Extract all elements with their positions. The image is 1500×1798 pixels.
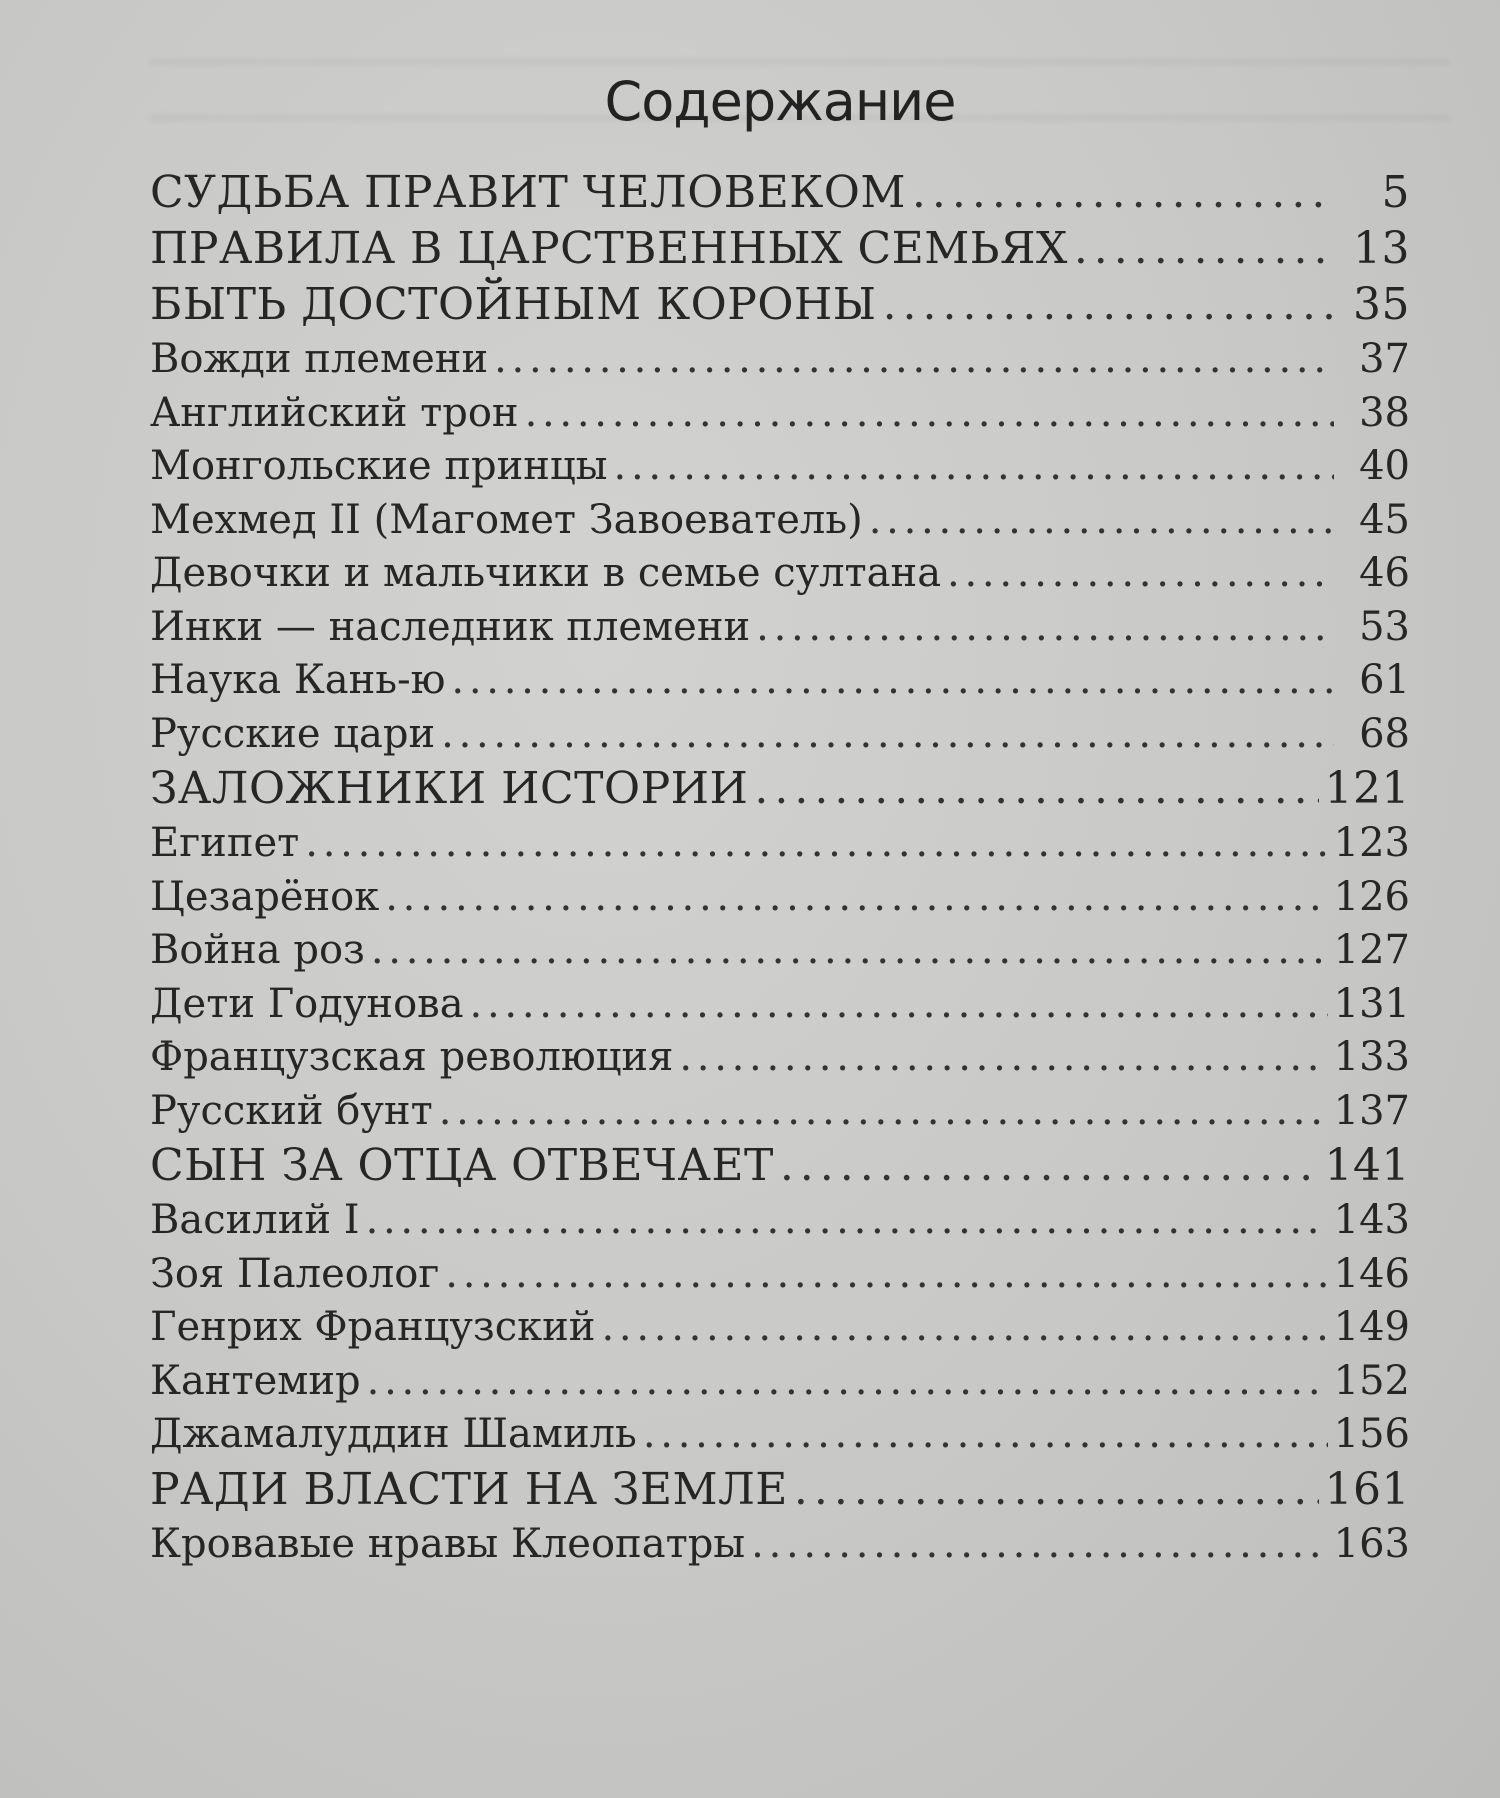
toc-entry-page-number: 68 bbox=[1359, 710, 1410, 757]
dot-leader bbox=[439, 1085, 1328, 1139]
dot-leader bbox=[947, 547, 1334, 601]
dot-leader bbox=[751, 1518, 1328, 1572]
toc-chapter-entry bbox=[150, 1138, 1410, 1194]
toc-section-entry bbox=[150, 654, 1410, 708]
dot-leader bbox=[385, 871, 1327, 925]
toc-entry-page-number: 126 bbox=[1333, 873, 1410, 920]
toc-entry-title: БЫТЬ ДОСТОЙНЫМ КОРОНЫ bbox=[150, 279, 877, 330]
toc-section-entry bbox=[150, 1031, 1410, 1085]
toc-section-entry bbox=[150, 1194, 1410, 1248]
toc-entry-title: СЫН ЗА ОТЦА ОТВЕЧАЕТ bbox=[150, 1140, 774, 1191]
toc-section-entry bbox=[150, 708, 1410, 762]
toc-entry-title: Дети Годунова bbox=[150, 980, 464, 1027]
toc-section-entry bbox=[150, 1355, 1410, 1409]
dot-leader bbox=[305, 817, 1327, 871]
toc-entry-title: Война роз bbox=[150, 927, 365, 973]
dot-leader bbox=[371, 924, 1328, 978]
dot-leader bbox=[494, 333, 1334, 387]
toc-entry-page-number: 149 bbox=[1333, 1304, 1410, 1350]
dot-leader bbox=[601, 1301, 1327, 1355]
toc-entry-title: Генрих Французский bbox=[150, 1304, 596, 1350]
toc-entry-title: РАДИ ВЛАСТИ НА ЗЕМЛЕ bbox=[150, 1463, 788, 1515]
toc-section-entry bbox=[150, 1085, 1410, 1139]
toc-entry-page-number: 123 bbox=[1333, 820, 1410, 866]
toc-entry-page-number: 40 bbox=[1359, 443, 1410, 489]
toc-section-entry bbox=[150, 547, 1410, 601]
toc-entry-title: Вожди племени bbox=[150, 336, 489, 382]
toc-entry-title: Английский трон bbox=[150, 389, 519, 436]
dot-leader bbox=[470, 978, 1328, 1032]
toc-entry-title: Русские цари bbox=[150, 710, 436, 757]
toc-entry-page-number: 143 bbox=[1333, 1197, 1410, 1243]
toc-entry-page-number: 146 bbox=[1333, 1250, 1410, 1297]
dot-leader bbox=[794, 1462, 1319, 1518]
toc-entry-page-number: 53 bbox=[1359, 603, 1410, 650]
toc-entry-page-number: 152 bbox=[1333, 1357, 1410, 1404]
dot-leader bbox=[451, 654, 1334, 708]
dot-leader bbox=[1074, 221, 1334, 277]
toc-chapter-entry bbox=[150, 221, 1410, 277]
toc-section-entry bbox=[150, 978, 1410, 1032]
dot-leader bbox=[614, 440, 1334, 494]
dot-leader bbox=[869, 494, 1334, 548]
toc-entry-title: СУДЬБА ПРАВИТ ЧЕЛОВЕКОМ bbox=[150, 167, 906, 218]
dot-leader bbox=[367, 1355, 1328, 1409]
toc-entry-page-number: 35 bbox=[1353, 279, 1410, 330]
dot-leader bbox=[643, 1408, 1328, 1462]
toc-chapter-entry bbox=[150, 761, 1410, 817]
toc-entry-page-number: 133 bbox=[1333, 1034, 1410, 1080]
toc-entry-page-number: 131 bbox=[1333, 980, 1410, 1027]
toc-entry-title: Наука Кань-ю bbox=[150, 657, 446, 703]
toc-entry-title: Русский бунт bbox=[150, 1087, 433, 1134]
toc-entry-page-number: 137 bbox=[1333, 1087, 1410, 1134]
toc-entry-title: Джамалуддин Шамиль bbox=[150, 1411, 637, 1457]
dot-leader bbox=[754, 761, 1318, 817]
dot-leader bbox=[366, 1194, 1328, 1248]
toc-entry-page-number: 46 bbox=[1359, 550, 1410, 596]
dot-leader bbox=[883, 277, 1334, 333]
table-of-contents bbox=[150, 165, 1410, 1571]
page-title: Содержание bbox=[604, 70, 956, 133]
toc-section-entry bbox=[150, 333, 1410, 387]
dot-leader bbox=[780, 1138, 1319, 1194]
toc-section-entry bbox=[150, 494, 1410, 548]
toc-entry-title: Кантемир bbox=[150, 1357, 361, 1404]
dot-leader bbox=[445, 1248, 1327, 1302]
toc-entry-page-number: 5 bbox=[1381, 167, 1410, 218]
toc-entry-title: Василий I bbox=[150, 1197, 360, 1243]
dot-leader bbox=[441, 708, 1334, 762]
toc-section-entry bbox=[150, 924, 1410, 978]
toc-entry-title: Цезарёнок bbox=[150, 873, 380, 920]
toc-entry-title: Монгольские принцы bbox=[150, 443, 608, 489]
toc-chapter-entry bbox=[150, 1462, 1410, 1518]
dot-leader bbox=[525, 387, 1334, 441]
toc-section-entry bbox=[150, 1518, 1410, 1572]
toc-section-entry bbox=[150, 1248, 1410, 1302]
toc-entry-title: Кровавые нравы Клеопатры bbox=[150, 1520, 746, 1567]
toc-entry-title: ПРАВИЛА В ЦАРСТВЕННЫХ СЕМЬЯХ bbox=[150, 223, 1068, 274]
toc-entry-page-number: 121 bbox=[1324, 763, 1410, 814]
toc-section-entry bbox=[150, 871, 1410, 925]
toc-entry-page-number: 127 bbox=[1333, 927, 1410, 973]
toc-section-entry bbox=[150, 1301, 1410, 1355]
dot-leader bbox=[912, 165, 1334, 221]
dot-leader bbox=[756, 601, 1334, 655]
toc-entry-page-number: 161 bbox=[1324, 1463, 1410, 1515]
toc-entry-title: ЗАЛОЖНИКИ ИСТОРИИ bbox=[150, 763, 749, 814]
toc-section-entry bbox=[150, 601, 1410, 655]
toc-entry-title: Инки — наследник племени bbox=[150, 603, 751, 650]
toc-entry-page-number: 45 bbox=[1359, 496, 1410, 543]
toc-entry-title: Зоя Палеолог bbox=[150, 1250, 440, 1297]
toc-entry-title: Египет bbox=[150, 820, 300, 866]
dot-leader bbox=[679, 1031, 1327, 1085]
toc-entry-page-number: 156 bbox=[1333, 1411, 1410, 1457]
toc-section-entry bbox=[150, 1408, 1410, 1462]
toc-entry-page-number: 163 bbox=[1333, 1520, 1410, 1567]
toc-entry-page-number: 37 bbox=[1359, 336, 1410, 382]
toc-entry-page-number: 61 bbox=[1359, 657, 1410, 703]
toc-section-entry bbox=[150, 817, 1410, 871]
toc-chapter-entry bbox=[150, 165, 1410, 221]
toc-entry-title: Девочки и мальчики в семье султана bbox=[150, 550, 942, 596]
toc-entry-page-number: 13 bbox=[1353, 223, 1410, 274]
toc-entry-title: Мехмед II (Магомет Завоеватель) bbox=[150, 496, 863, 543]
toc-entry-page-number: 141 bbox=[1324, 1140, 1410, 1191]
toc-chapter-entry bbox=[150, 277, 1410, 333]
toc-section-entry bbox=[150, 387, 1410, 441]
toc-section-entry bbox=[150, 440, 1410, 494]
toc-entry-page-number: 38 bbox=[1359, 389, 1410, 436]
toc-entry-title: Французская революция bbox=[150, 1034, 674, 1080]
